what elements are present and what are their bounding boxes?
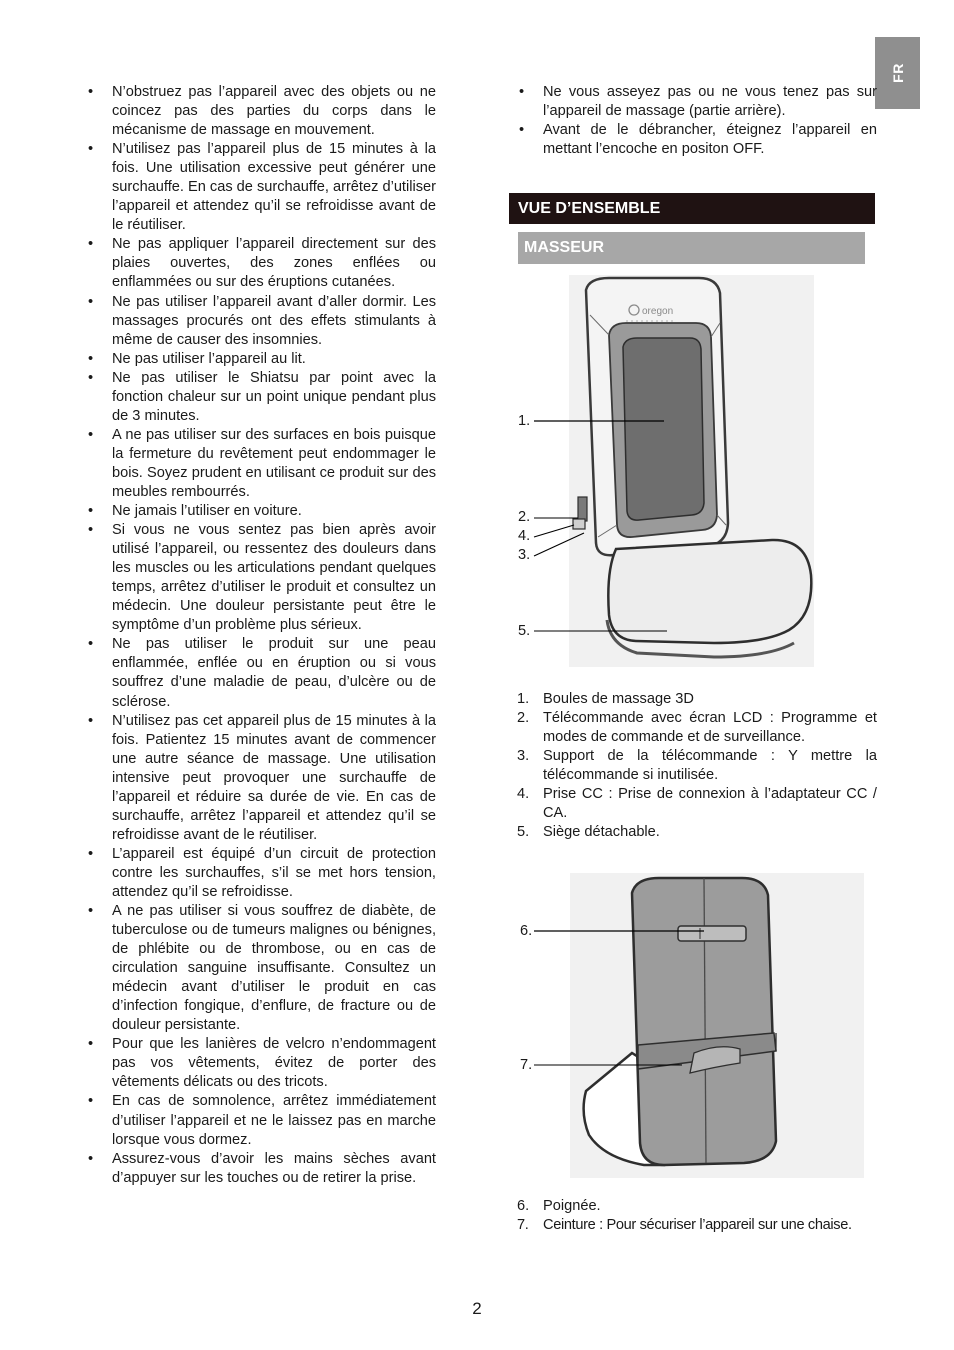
parts-list-front — [517, 690, 877, 842]
parts-item: 4. Prise CC : Prise de connexion à l’adaptateur CC / CA. — [517, 786, 877, 822]
safety-item: • Ne pas appliquer l’appareil directement sur des plaies ouvertes, des zones enflées ou enflammées ou sur des éruptions cutanées. — [86, 235, 436, 292]
massager-front-drawing — [514, 275, 814, 667]
parts-list-back — [517, 1197, 877, 1235]
safety-item: • Ne jamais l’utiliser en voiture. — [86, 502, 436, 521]
safety-item: • Ne pas utiliser le Shiatsu par point avec la fonction chaleur sur un point unique pendant plus de 3 minutes. — [86, 369, 436, 426]
safety-item: • Ne pas utiliser l’appareil au lit. — [86, 350, 436, 369]
safety-column-right — [517, 83, 877, 159]
callout-7: 7. — [520, 1057, 533, 1073]
callout-3: 3. — [518, 547, 531, 563]
safety-item: • Ne pas utiliser le produit sur une peau enflammée, enflée ou en éruption ou si vous souffrez d’une maladie de peau, d’ulcère ou de sclérose. — [86, 635, 436, 711]
language-tab-label: FR — [889, 63, 906, 83]
callout-5: 5. — [518, 623, 531, 639]
section-title: VUE D’ENSEMBLE — [509, 193, 875, 224]
parts-item: 5. Siège détachable. — [517, 824, 660, 841]
brand-logo-text: oregon — [642, 306, 674, 317]
safety-item: • L’appareil est équipé d’un circuit de protection contre les surchauffes, s’il se met hors tension, attendez qu’il se refroidisse. — [86, 845, 436, 902]
subsection-title: MASSEUR — [518, 232, 865, 264]
massager-front-illustration — [514, 275, 814, 667]
safety-item: • Pour que les lanières de velcro n’endommagent pas vos vêtements, évitez de porter des vêtements délicats ou des tricots. — [86, 1035, 436, 1092]
massager-back-drawing — [514, 873, 864, 1178]
safety-item: • Avant de le débrancher, éteignez l’appareil en mettant l’encoche en positon OFF. — [517, 121, 877, 159]
safety-item: • Si vous ne vous sentez pas bien après avoir utilisé l’appareil, ou ressentez des douleurs dans les muscles ou les articulations pendant quelques temps, arrêtez d’utiliser le produit et consultez un médecin. Une douleur persistante peut être le symptôme d’un problème plus sérieux. — [86, 521, 436, 635]
safety-item: • Ne vous asseyez pas ou ne vous tenez pas sur l’appareil de massage (partie arrière). — [517, 83, 877, 121]
callout-2: 2. — [518, 509, 531, 525]
safety-item: • N’utilisez pas l’appareil plus de 15 minutes à la fois. Une utilisation excessive peut générer une surchauffe. En cas de surchauffe, arrêtez d’utiliser l’appareil et attendez qu’il se refroidisse avant de le réutiliser. — [86, 140, 436, 235]
safety-item: • Assurez-vous d’avoir les mains sèches avant d’appuyer sur les touches ou de retirer la prise. — [86, 1150, 436, 1188]
parts-item: 2. Télécommande avec écran LCD : Programme et modes de commande et de surveillance. — [517, 710, 877, 746]
callout-1: 1. — [518, 413, 531, 429]
parts-item: 1. Boules de massage 3D — [517, 691, 694, 707]
parts-item: 7. Ceinture : Pour sécuriser l’appareil sur une chaise. — [517, 1217, 852, 1234]
callout-6: 6. — [520, 923, 533, 939]
safety-item: • N’utilisez pas cet appareil plus de 15 minutes à la fois. Patientez 15 minutes avant de commencer une autre séance de massage. Une utilisation intensive peut provoquer une surchauffe de l’appareil et réduire sa durée de vie. En cas de surchauffe, arrêtez l’appareil et attendez qu’il se refroidisse avant de le réutiliser. — [86, 712, 436, 845]
language-tab — [875, 37, 920, 109]
safety-item: • Ne pas utiliser l’appareil avant d’aller dormir. Les massages procurés ont des effets stimulants à même de causer des insomnies. — [86, 293, 436, 350]
page-number: 2 — [472, 1299, 482, 1318]
callout-4: 4. — [518, 528, 531, 544]
safety-item: • N’obstruez pas l’appareil avec des objets ou ne coincez pas des parties du corps dans le mécanisme de massage en mouvement. — [86, 83, 436, 140]
safety-list-right — [517, 83, 877, 159]
safety-item: • A ne pas utiliser sur des surfaces en bois puisque la fermeture du revêtement peut endommager le bois. Soyez prudent en utilisant ce produit sur des meubles rembourrés. — [86, 426, 436, 502]
massager-back-illustration — [514, 873, 864, 1178]
safety-item: • A ne pas utiliser si vous souffrez de diabète, de tuberculose ou de tumeurs malignes ou bénignes, de phlébite ou de thrombose, ou en cas de circulation sanguine insuffisante. Consultez un médecin avant d’utiliser le produit en cas d’infection fongique, d’enflure, de fracture ou de douleur persistante. — [86, 902, 436, 1035]
safety-item: • En cas de somnolence, arrêtez immédiatement d’utiliser l’appareil et ne le laissez pas en marche lorsque vous dormez. — [86, 1092, 436, 1149]
safety-column-left — [86, 83, 436, 1188]
safety-list-left — [86, 83, 436, 1188]
parts-item: 3. Support de la télécommande : Y mettre la télécommande si inutilisée. — [517, 748, 877, 784]
parts-item: 6. Poignée. — [517, 1198, 601, 1214]
